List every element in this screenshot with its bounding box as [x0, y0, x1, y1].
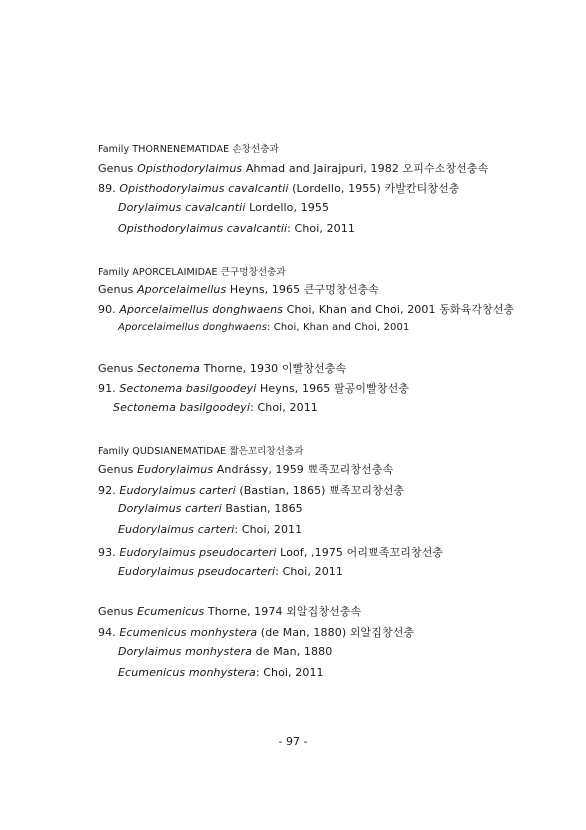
species-entry	[98, 482, 404, 498]
synonym-name: Eudorylaimus pseudocarteri	[118, 565, 276, 578]
genus-prefix: Genus	[98, 362, 138, 375]
species-entry	[98, 380, 409, 396]
species-authority: Heyns, 1965 팔공이빨창선충	[256, 382, 410, 395]
synonym-authority: Lordello, 1955	[245, 201, 330, 214]
synonym-authority: : Choi, 2011	[275, 565, 344, 578]
synonym-name: Dorylaimus monhystera	[118, 645, 253, 658]
species-number: 89.	[98, 182, 120, 195]
synonym-entry	[113, 401, 318, 414]
species-authority: Loof, ,1975 어리뾰족꼬리창선충	[276, 546, 444, 559]
species-number: 91.	[98, 382, 120, 395]
synonym-name: Dorylaimus carteri	[118, 502, 222, 515]
species-authority: Choi, Khan and Choi, 2001 동화육각창선충	[283, 303, 515, 316]
family-name: QUDSIANEMATIDAE	[132, 446, 227, 457]
species-entry	[98, 301, 514, 317]
genus-heading	[98, 160, 488, 176]
synonym-entry	[118, 222, 355, 235]
species-name: Sectonema basilgoodeyi	[119, 382, 257, 395]
synonym-name: Sectonema basilgoodeyi	[113, 401, 251, 414]
genus-name: Sectonema	[137, 362, 200, 375]
family-korean-name: 손창선충과	[232, 144, 279, 155]
genus-heading	[98, 281, 379, 297]
family-prefix: Family	[98, 267, 133, 278]
genus-heading	[98, 603, 361, 619]
synonym-name: Opisthodorylaimus cavalcantii	[118, 222, 288, 235]
synonym-entry	[118, 523, 302, 536]
synonym-entry	[118, 201, 329, 214]
family-name: THORNENEMATIDAE	[132, 144, 230, 155]
genus-name: Eudorylaimus	[137, 463, 214, 476]
genus-prefix: Genus	[98, 605, 138, 618]
genus-authority: Andrássy, 1959 뾰족꼬리창선충속	[213, 463, 394, 476]
family-heading	[98, 443, 304, 457]
synonym-authority: : Choi, Khan and Choi, 2001	[267, 322, 410, 333]
species-entry	[98, 624, 414, 640]
synonym-authority: : Choi, 2011	[287, 222, 355, 235]
synonym-name: Ecumenicus monhystera	[118, 666, 256, 679]
species-name: Eudorylaimus carteri	[119, 484, 236, 497]
genus-name: Ecumenicus	[137, 605, 205, 618]
synonym-name: Dorylaimus cavalcantii	[118, 201, 246, 214]
synonym-name: Eudorylaimus carteri	[118, 523, 235, 536]
page-number: - 97 -	[278, 735, 308, 748]
species-number: 92.	[98, 484, 120, 497]
species-entry	[98, 180, 460, 196]
synonym-entry	[118, 502, 303, 515]
species-number: 94.	[98, 626, 120, 639]
synonym-authority: Bastian, 1865	[221, 502, 303, 515]
species-authority: (de Man, 1880) 외알집창선충	[257, 626, 415, 639]
synonym-entry	[118, 322, 409, 333]
species-name: Ecumenicus monhystera	[119, 626, 258, 639]
genus-name: Opisthodorylaimus	[137, 162, 243, 175]
synonym-entry	[118, 565, 343, 578]
genus-prefix: Genus	[98, 162, 138, 175]
genus-authority: Ahmad and Jairajpuri, 1982 오피수소창선충속	[242, 162, 489, 175]
synonym-authority: : Choi, 2011	[255, 666, 324, 679]
genus-heading	[98, 360, 346, 376]
family-korean-name: 큰구멍창선충과	[220, 267, 286, 278]
species-number: 93.	[98, 546, 120, 559]
species-authority: (Lordello, 1955) 카발칸티창선충	[288, 182, 460, 195]
genus-prefix: Genus	[98, 463, 138, 476]
species-authority: (Bastian, 1865) 뾰족꼬리창선충	[235, 484, 405, 497]
genus-authority: Thorne, 1930 이빨창선충속	[200, 362, 347, 375]
species-number: 90.	[98, 303, 120, 316]
synonym-name: Aporcelaimellus donghwaens	[118, 322, 268, 333]
family-heading	[98, 264, 286, 278]
synonym-authority: : Choi, 2011	[234, 523, 303, 536]
family-prefix: Family	[98, 446, 133, 457]
species-name: Aporcelaimellus donghwaens	[119, 303, 284, 316]
genus-authority: Heyns, 1965 큰구멍창선충속	[226, 283, 379, 296]
synonym-authority: : Choi, 2011	[250, 401, 318, 414]
synonym-entry	[118, 666, 324, 679]
genus-authority: Thorne, 1974 외알집창선충속	[204, 605, 362, 618]
species-entry	[98, 544, 443, 560]
genus-name: Aporcelaimellus	[137, 283, 227, 296]
synonym-entry	[118, 645, 332, 658]
genus-prefix: Genus	[98, 283, 138, 296]
species-name: Eudorylaimus pseudocarteri	[119, 546, 277, 559]
family-name: APORCELAIMIDAE	[132, 267, 218, 278]
family-prefix: Family	[98, 144, 133, 155]
synonym-authority: de Man, 1880	[252, 645, 333, 658]
family-korean-name: 짧은꼬리창선충과	[229, 446, 304, 457]
species-name: Opisthodorylaimus cavalcantii	[119, 182, 289, 195]
genus-heading	[98, 461, 393, 477]
family-heading	[98, 141, 279, 155]
